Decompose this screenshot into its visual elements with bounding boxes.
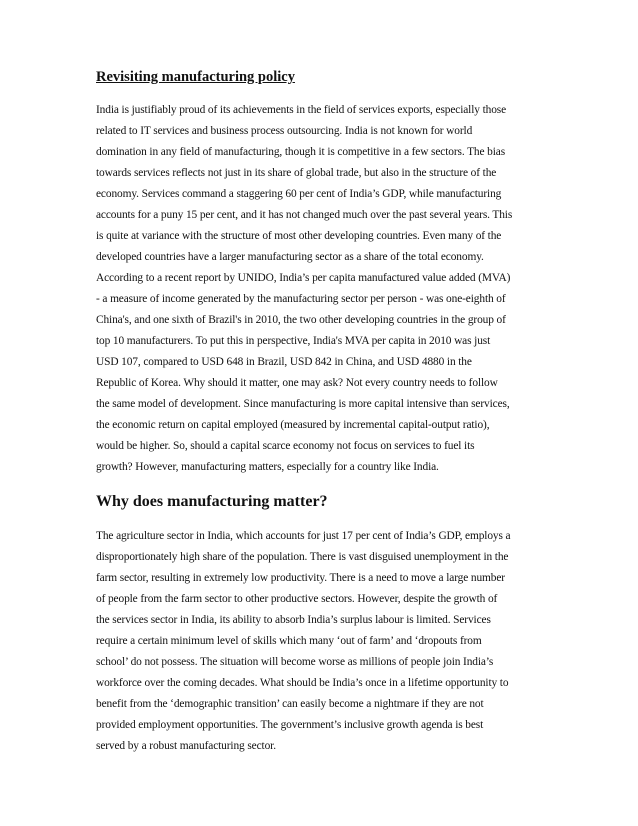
text-line: economy. Services command a staggering 60 per cent of India’s GDP, while manufacturing: [96, 188, 502, 200]
text-line: related to IT services and business process outsourcing. India is not known for world: [96, 125, 473, 137]
text-line: China's, and one sixth of Brazil's in 2010, the two other developing countries in the group of: [96, 314, 506, 326]
text-line: provided employment opportunities. The government’s inclusive growth agenda is best: [96, 719, 484, 731]
text-line: school’ do not possess. The situation will become worse as millions of people join India’s: [96, 656, 494, 668]
text-line: disproportionately high share of the population. There is vast disguised unemployment in the: [96, 551, 509, 563]
text-line: - a measure of income generated by the manufacturing sector per person - was one-eighth of: [96, 293, 506, 305]
text-line: workforce over the coming decades. What should be India’s once in a lifetime opportunity to: [96, 677, 509, 689]
section-spacer: [96, 478, 546, 492]
text-line: domination in any field of manufacturing, though it is competitive in a few sectors. The bias: [96, 146, 506, 158]
text-line: served by a robust manufacturing sector.: [96, 740, 276, 752]
text-line: the economic return on capital employed (measured by incremental capital-output ratio),: [96, 419, 490, 431]
section-heading-revisiting-manufacturing-policy: Revisiting manufacturing policy: [96, 69, 295, 85]
text-line: require a certain minimum level of skills which many ‘out of farm’ and ‘dropouts from: [96, 635, 482, 647]
document-page: [96, 68, 546, 757]
text-line: of people from the farm sector to other productive sectors. However, despite the growth of: [96, 593, 498, 605]
text-line: farm sector, resulting in extremely low productivity. There is a need to move a large number: [96, 572, 505, 584]
text-line: USD 107, compared to USD 648 in Brazil, USD 842 in China, and USD 4880 in the: [96, 356, 472, 368]
text-line: benefit from the ‘demographic transition’ can easily become a nightmare if they are not: [96, 698, 484, 710]
text-line: towards services reflects not just in its share of global trade, but also in the structure of the: [96, 167, 497, 179]
text-line: Republic of Korea. Why should it matter, one may ask? Not every country needs to follow: [96, 377, 498, 389]
text-line: would be higher. So, should a capital scarce economy not focus on services to fuel its: [96, 440, 475, 452]
text-line: is quite at variance with the structure of most other developing countries. Even many of the: [96, 230, 502, 242]
text-line: accounts for a puny 15 per cent, and it has not changed much over the past several years. This: [96, 209, 513, 221]
section-heading-why-manufacturing-matters: Why does manufacturing matter?: [96, 493, 328, 510]
text-line: top 10 manufacturers. To put this in perspective, India's MVA per capita in 2010 was just: [96, 335, 491, 347]
text-line: the services sector in India, its ability to absorb India’s surplus labour is limited. Services: [96, 614, 491, 626]
text-line: India is justifiably proud of its achievements in the field of services exports, especially those: [96, 104, 507, 116]
text-line: developed countries have a larger manufacturing sector as a share of the total economy.: [96, 251, 484, 263]
text-line: growth? However, manufacturing matters, especially for a country like India.: [96, 461, 439, 473]
text-line: According to a recent report by UNIDO, India’s per capita manufactured value added (MVA): [96, 272, 511, 284]
paragraph-revisiting-manufacturing-policy: [96, 100, 546, 478]
paragraph-why-manufacturing-matters: [96, 526, 546, 757]
text-line: the same model of development. Since manufacturing is more capital intensive than services,: [96, 398, 510, 410]
text-line: The agriculture sector in India, which accounts for just 17 per cent of India’s GDP, employs a: [96, 530, 511, 542]
